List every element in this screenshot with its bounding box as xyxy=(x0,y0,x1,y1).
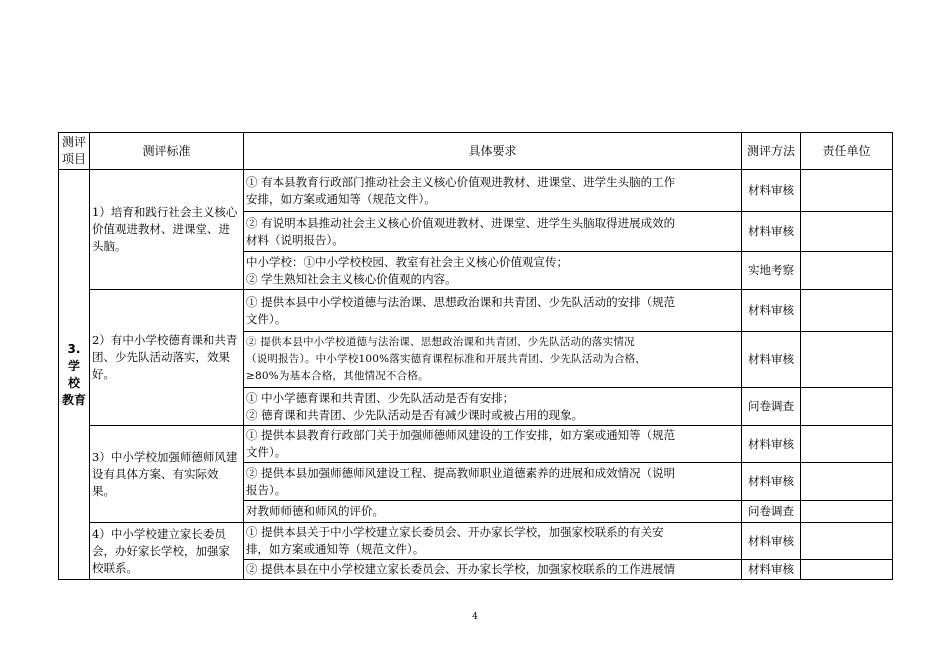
category-line2: 教育 xyxy=(61,392,86,407)
header-standard: 测评标准 xyxy=(90,133,244,170)
requirement-cell: ① 中小学德育课和共青团、少先队活动是否有安排； ② 德育课和共青团、少先队活动是否有减少课时或被占用的现象。 xyxy=(244,388,742,426)
category-number: 3. xyxy=(67,341,81,356)
unit-cell xyxy=(801,212,893,252)
requirement-cell: ② 有说明本县推动社会主义核心价值观进教材、进课堂、进学生头脑取得进展成效的 材料（说明报告）。 xyxy=(244,212,742,252)
requirement-cell: 中小学校：①中小学校校园、教室有社会主义核心价值观宣传； ② 学生熟知社会主义核心价值观的内容。 xyxy=(244,252,742,290)
table-row xyxy=(59,290,893,332)
method-cell: 材料审核 xyxy=(742,170,801,212)
method-cell: 材料审核 xyxy=(742,463,801,501)
method-cell: 问卷调查 xyxy=(742,501,801,523)
unit-cell xyxy=(801,332,893,388)
requirement-cell: ② 提供本县在中小学校建立家长委员会、开办家长学校，加强家校联系的工作进展情 xyxy=(244,560,742,580)
requirement-cell: ① 有本县教育行政部门推动社会主义核心价值观进教材、进课堂、进学生头脑的工作 安排，如方案或通知等（规范文件）。 xyxy=(244,170,742,212)
unit-cell xyxy=(801,501,893,523)
header-row xyxy=(59,133,893,170)
table-row xyxy=(59,170,893,212)
table-row xyxy=(59,523,893,560)
table-row xyxy=(59,426,893,463)
requirement-cell: ② 提供本县加强师德师风建设工程、提高教师职业道德素养的进展和成效情况（说明 报告）。 xyxy=(244,463,742,501)
method-cell: 材料审核 xyxy=(742,560,801,580)
header-category: 测评项目 xyxy=(59,133,90,170)
header-unit: 责任单位 xyxy=(801,133,893,170)
requirement-cell: ① 提供本县关于中小学校建立家长委员会、开办家长学校，加强家校联系的有关安 排，如方案或通知等（规范文件）。 xyxy=(244,523,742,560)
unit-cell xyxy=(801,463,893,501)
unit-cell xyxy=(801,388,893,426)
standard-cell: 2）有中小学校德育课和共青团、少先队活动落实，效果好。 xyxy=(90,290,244,426)
category-cell xyxy=(59,170,90,580)
requirement-cell: ① 提供本县中小学校道德与法治课、思想政治课和共青团、少先队活动的安排（规范 文件）。 xyxy=(244,290,742,332)
evaluation-table xyxy=(58,132,893,580)
standard-cell: 3）中小学校加强师德师风建设有具体方案、有实际效果。 xyxy=(90,426,244,523)
requirement-cell: ② 提供本县中小学校道德与法治课、思想政治课和共青团、少先队活动的落实情况 （说明报告）。中小学校100%落实德育课程标准和开展共青团、少先队活动为合格， ≥80%为基本合格，其他情况不合格。 xyxy=(244,332,742,388)
method-cell: 材料审核 xyxy=(742,212,801,252)
requirement-cell: 对教师师德和师风的评价。 xyxy=(244,501,742,523)
category-line1: 学 校 xyxy=(67,358,80,390)
header-method: 测评方法 xyxy=(742,133,801,170)
method-cell: 材料审核 xyxy=(742,290,801,332)
method-cell: 实地考察 xyxy=(742,252,801,290)
standard-cell: 1）培育和践行社会主义核心价值观进教材、进课堂、进头脑。 xyxy=(90,170,244,290)
header-requirement: 具体要求 xyxy=(244,133,742,170)
method-cell: 材料审核 xyxy=(742,523,801,560)
page-number: 4 xyxy=(472,612,478,622)
unit-cell xyxy=(801,170,893,212)
unit-cell xyxy=(801,560,893,580)
standard-cell: 4）中小学校建立家长委员会，办好家长学校，加强家校联系。 xyxy=(90,523,244,580)
unit-cell xyxy=(801,426,893,463)
unit-cell xyxy=(801,252,893,290)
unit-cell xyxy=(801,523,893,560)
method-cell: 材料审核 xyxy=(742,426,801,463)
method-cell: 问卷调查 xyxy=(742,388,801,426)
method-cell: 材料审核 xyxy=(742,332,801,388)
unit-cell xyxy=(801,290,893,332)
requirement-cell: ① 提供本县教育行政部门关于加强师德师风建设的工作安排，如方案或通知等（规范 文件）。 xyxy=(244,426,742,463)
